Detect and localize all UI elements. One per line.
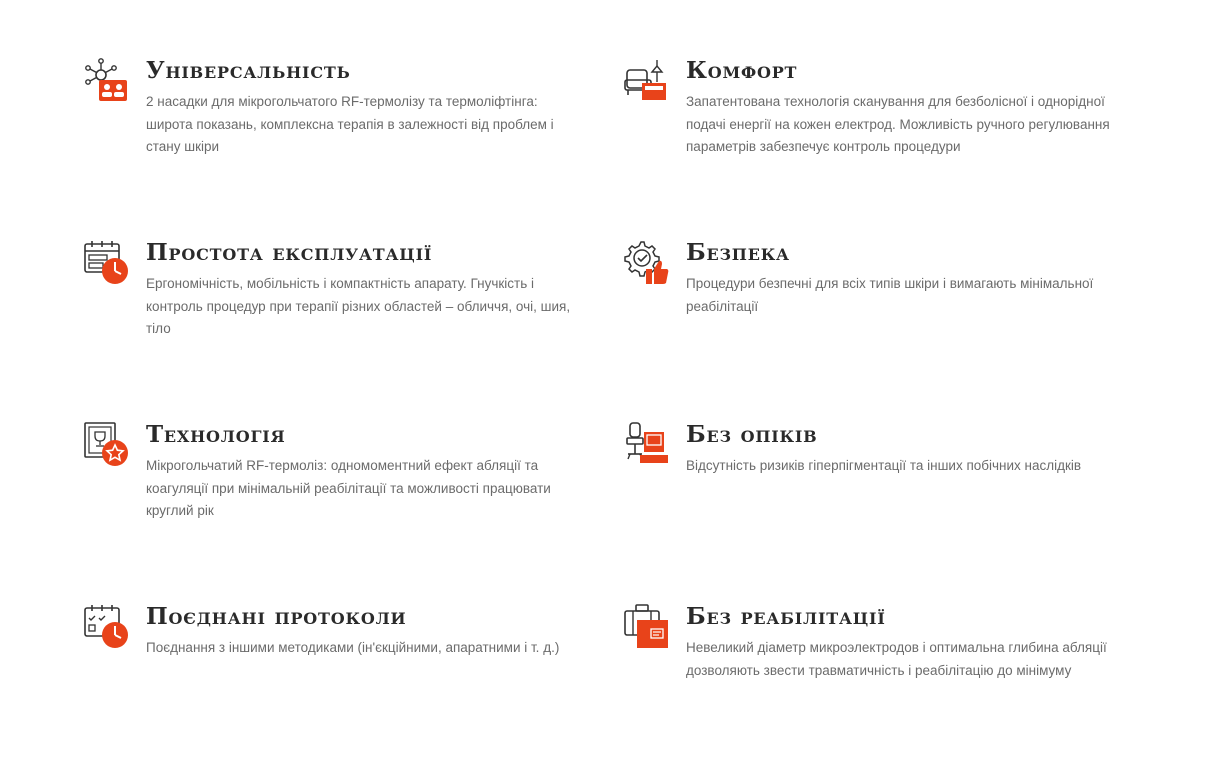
feature-title: Універсальність [146,57,351,84]
gear-thumbs-up-icon [624,240,670,286]
feature-description: Невеликий діаметр микроэлектродов і оптимальна глибина абляції дозволяють звести травматичність і реабілітацію до мінімуму [686,640,1107,678]
feature-description: Мікрогольчатий RF-термоліз: одномоментний ефект абляції та коагуляції при мінімальній реабілітації та можливості працювати круглий рік [146,458,551,518]
feature-title: Без опіків [686,421,818,448]
feature-description: Запатентована технологія сканування для безболісної і однорідної подачі енергії на кожен електрод. Можливість ручного регулювання параметрів забезпечує контроль процедури [686,94,1110,154]
feature-title: Безпека [686,239,790,266]
feature-title: Комфорт [686,57,798,84]
feature-title: Поєднані протоколи [146,603,407,630]
feature-description: Процедури безпечні для всіх типів шкіри і вимагають мінімальної реабілітації [686,276,1094,314]
feature-description: 2 насадки для мікрогольчатого RF-термолізу та термоліфтінга: широта показань, комплексна терапія в залежності від проблем і стану шкіри [146,94,554,154]
feature-description: Ергономічність, мобільність і компактність апарату. Гнучкість і контроль процедур при терапії різних областей – обличчя, очі, шия, тіло [146,276,571,336]
feature-title: Простота експлуатації [146,239,433,266]
feature-description: Відсутність ризиків гіперпігментації та інших побічних наслідків [686,458,1082,473]
sofa-lamp-icon [624,58,670,104]
network-people-icon [84,58,130,104]
calendar-clock-icon [84,240,130,286]
checklist-clock-icon [84,604,130,650]
feature-title: Без реабілітації [686,603,886,630]
briefcase-document-icon [624,604,670,650]
feature-title: Технологія [146,421,286,448]
certificate-star-icon [84,422,130,468]
chair-monitor-icon [624,422,670,468]
feature-description: Поєднання з іншими методиками (ін'єкційними, апаратними і т. д.) [146,640,560,655]
